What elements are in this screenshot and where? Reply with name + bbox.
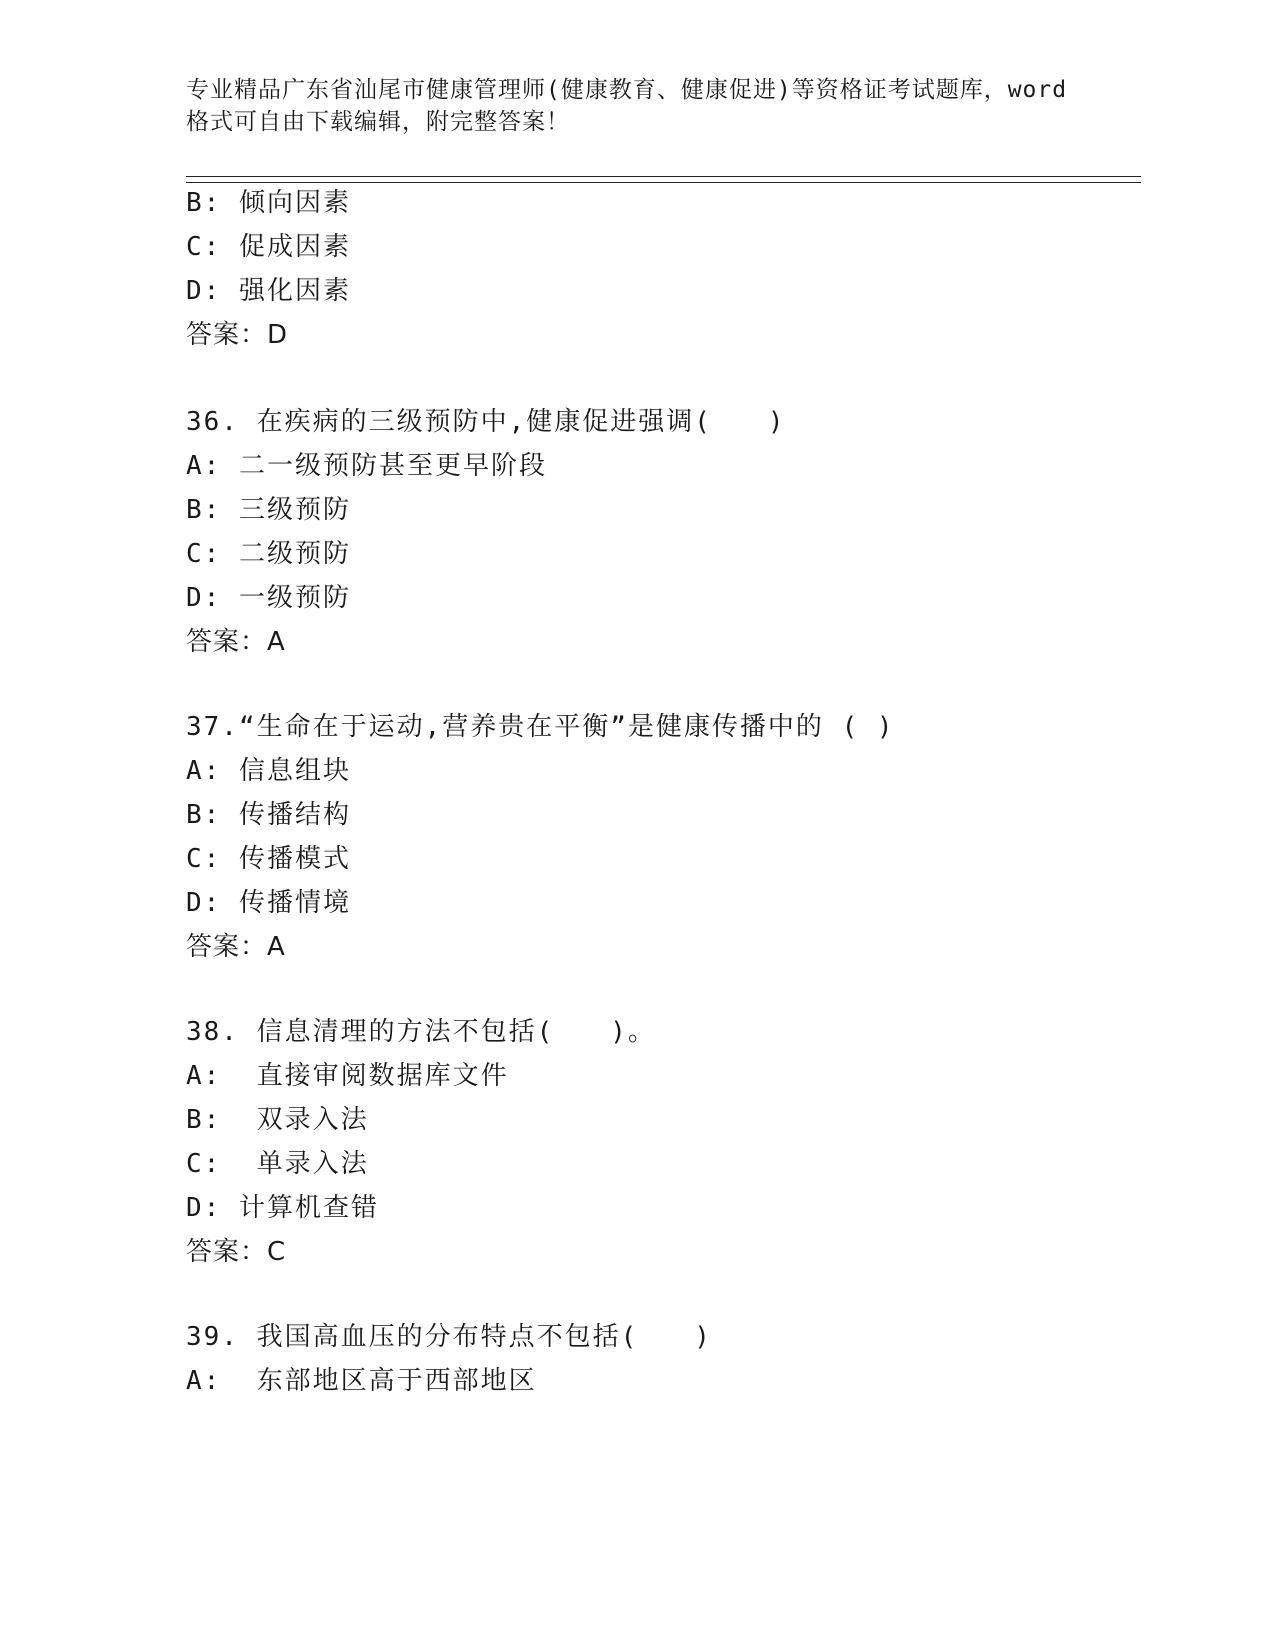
header-line-2: 格式可自由下载编辑，附完整答案！ (186, 109, 570, 135)
q37-answer: 答案：A (186, 932, 286, 962)
q37-option-a: A: 信息组块 (186, 756, 351, 786)
q38-option-d: D: 计算机查错 (186, 1193, 379, 1223)
q35-option-b: B: 倾向因素 (186, 188, 351, 218)
q35-option-c: C: 促成因素 (186, 232, 351, 262)
q39-option-a: A: 东部地区高于西部地区 (186, 1366, 537, 1396)
header-line-1: 专业精品广东省汕尾市健康管理师(健康教育、健康促进)等资格证考试题库，word (186, 77, 1068, 103)
q35-option-d: D: 强化因素 (186, 276, 351, 306)
document-header (186, 74, 1086, 138)
q36-option-c: C: 二级预防 (186, 539, 351, 569)
q38-option-c: C: 单录入法 (186, 1149, 369, 1179)
q36-stem: 36. 在疾病的三级预防中,健康促进强调( ) (186, 407, 786, 437)
q38-option-b: B: 双录入法 (186, 1105, 369, 1135)
q38-stem: 38. 信息清理的方法不包括( )。 (186, 1017, 656, 1047)
q37-stem: 37.“生命在于运动,营养贵在平衡”是健康传播中的 ( ) (186, 712, 895, 742)
q37-option-d: D: 传播情境 (186, 888, 351, 918)
q36-answer: 答案：A (186, 627, 286, 657)
q35-answer: 答案：D (186, 320, 289, 350)
q38-answer: 答案：C (186, 1237, 287, 1267)
q37-option-c: C: 传播模式 (186, 844, 351, 874)
q36-option-d: D: 一级预防 (186, 583, 351, 613)
header-rule-top (186, 176, 1141, 177)
q39-stem: 39. 我国高血压的分布特点不包括( ) (186, 1322, 712, 1352)
q38-option-a: A: 直接审阅数据库文件 (186, 1061, 509, 1091)
q36-option-a: A: 二一级预防甚至更早阶段 (186, 451, 547, 481)
q37-option-b: B: 传播结构 (186, 800, 351, 830)
header-rule-bottom (186, 182, 1141, 183)
q36-option-b: B: 三级预防 (186, 495, 351, 525)
